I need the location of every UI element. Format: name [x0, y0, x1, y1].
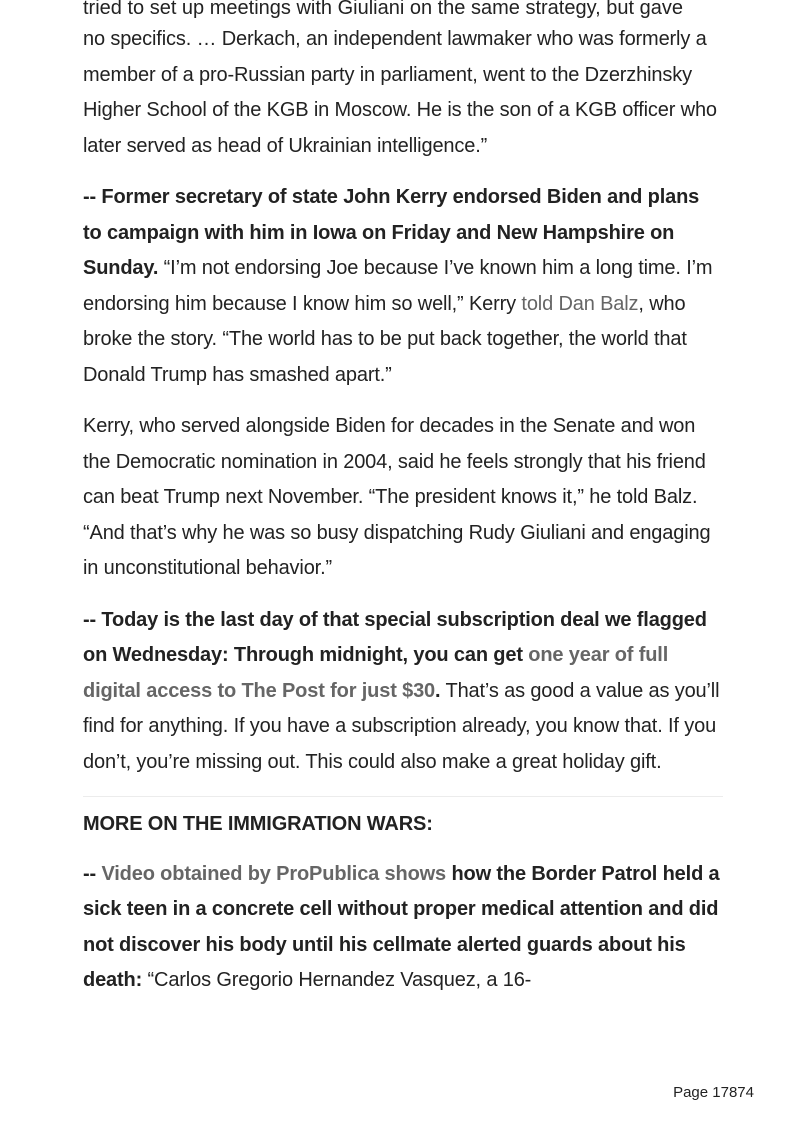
subscription-headline: -- Today is the last day of that special subscription deal we flagged on Wednesday: Through midnight, you can get — [83, 608, 707, 666]
told-dan-balz-link[interactable]: told Dan Balz — [521, 292, 639, 315]
section-heading: MORE ON THE IMMIGRATION WARS: — [83, 813, 433, 835]
kerry-quote-end: , who broke the story. “The world has to be put back together, the world that Donald Trump has smashed apart.” — [83, 292, 687, 386]
section-divider — [83, 796, 723, 797]
paragraph-subscription: -- Today is the last day of that special subscription deal we flagged on Wednesday: Through midnight, you can get one year of full digital access to The Post for just $30. That’s as good a value as you’ll find for anything. If you have a subscription already, you know that. If you don’t, you’re missing out. This could also make a great holiday gift. — [83, 608, 720, 773]
clipped-top-line: tried to set up meetings with Giuliani on the same strategy, but gave — [83, 0, 683, 19]
border-patrol-quote: “Carlos Gregorio Hernandez Vasquez, a 16- — [142, 969, 532, 991]
kerry-quote: “I’m not endorsing Joe because I’ve known him a long time. I’m endorsing him because I know him so well,” Kerry — [83, 257, 713, 315]
paragraph-border-patrol: -- Video obtained by ProPublica shows how the Border Patrol held a sick teen in a concrete cell without proper medical attention and did not discover his body until his cellmate alerted guards about his death: “Carlos Gregorio Hernandez Vasquez, a 16- — [83, 862, 720, 991]
paragraph-kerry-biden: Kerry, who served alongside Biden for decades in the Senate and won the Democratic nomination in 2004, said he feels strongly that his friend can beat Trump next November. “The president knows it,” he told Balz. “And that’s why he was so busy dispatching Rudy Giuliani and engaging in unconstitutional behavior.” — [83, 415, 711, 579]
article-body — [83, 22, 723, 1015]
border-patrol-headline: how the Border Patrol held a sick teen in a concrete cell without proper medical attention and did not discover his body until his cellmate alerted guards about his death: — [83, 862, 720, 991]
page-number: Page 17874 — [673, 1084, 754, 1101]
subscription-text: That’s as good a value as you’ll find for anything. If you have a subscription already, you know that. If you don’t, you’re missing out. This could also make a great holiday gift. — [83, 679, 720, 773]
paragraph-kerry-endorsement — [83, 180, 723, 393]
kerry-headline: -- Former secretary of state John Kerry endorsed Biden and plans to campaign with him in Iowa on Friday and New Hampshire on Sunday. — [83, 186, 700, 279]
paragraph-derkach: no specifics. … Derkach, an independent lawmaker who was formerly a member of a pro-Russian party in parliament, went to the Dzerzhinsky Higher School of the KGB in Moscow. He is the son of a KGB officer who later served as head of Ukrainian intelligence.” — [83, 28, 717, 157]
subscription-offer-link[interactable]: one year of full digital access to The Post for just $30 — [83, 644, 669, 702]
propublica-video-link[interactable]: Video obtained by ProPublica shows — [101, 862, 447, 885]
